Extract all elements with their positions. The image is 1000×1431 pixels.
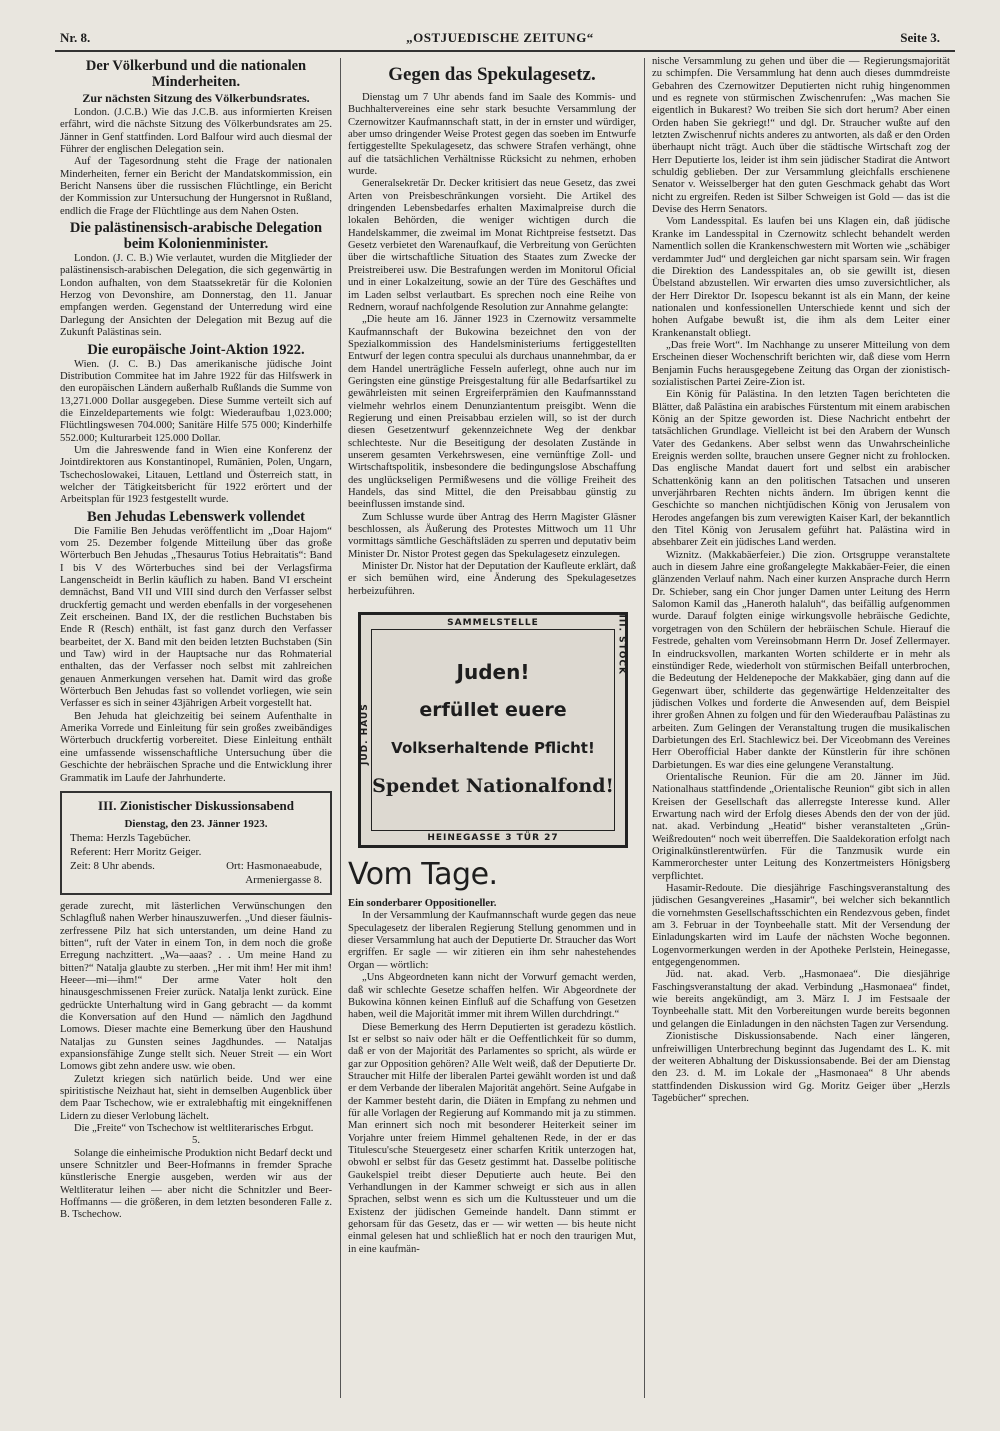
- headline-voelkerbund: Der Völkerbund und die nationalen Minderheiten.: [85, 58, 307, 90]
- column-rule: [340, 58, 341, 1398]
- masthead: [38, 28, 962, 50]
- ad-line-4: Spendet Nationalfond!: [372, 775, 614, 798]
- article-paragraph: Um die Jahreswende fand in Wien eine Konferenz der Jointdirektoren aus Konstantinopel, Rumänien, Polen, Ungarn, Tschechoslowakei, Litauen, Lettland und Österreich statt, in welcher der Tätigkeitsbericht für 1922 erörtert und der Arbeitsplan für 1923 festgestellt wurde.: [60, 444, 332, 506]
- article-paragraph: Die Familie Ben Jehudas veröffentlicht im „Doar Hajom“ vom 25. Dezember folgende Mitteilung über das große Wörterbuch Ben Jehudas „Thesaurus Totius Hebraitatis“: Band I bis V des Wörterbuches sind bei der Verlagsfirma Langenscheidt in Berlin käuflich zu haben. Band VI erscheint demnächst, Band VII und VIII sind durch den Verfasser selbst druckfertig gemacht und werden ebenfalls in der vorgesehenen Zeit erscheinen. Band IX, der die restlichen Buchstaben bis Ende R (Resch) enthält, ist fast ganz durch den Verfasser bearbeitet, der X. Band mit den beiden letzten Buchstaben (Sin und Taw) wird in der Hauptsache nur das Rohmaterial enthalten, das der Verfasser noch selbst mit zahlreichen genauen Anmerkungen versehen hat. Damit wird das große Wörterbuch Ben Jehudas fast so vollendet vorliegen, wie sein Verfasser es sich in seiner 43jährigen Arbeit vorgestellt hat.: [60, 525, 332, 710]
- article-paragraph: Hasamir-Redoute. Die diesjährige Faschingsveranstaltung des jüdischen Gesangvereines „Hasamir“, bei welcher sich bekanntlich die vornehmsten Gesellschaftsschichten ein Rendezvous geben, findet am 3. Februar in der Toynbeehalle statt. Mit der Versendung der Einladungskarten wird im Laufe der nächsten Woche begonnen. Logenvormerkungen werden in der Apotheke Perlstein, Heinegasse, entgegengenommen.: [652, 883, 950, 969]
- ad-line-2: erfüllet euere: [419, 699, 567, 722]
- section-number: 5.: [192, 1135, 200, 1147]
- article-paragraph: Die „Freite“ von Tschechow ist weltliterarisches Erbgut.: [74, 1123, 314, 1135]
- article-paragraph: In der Versammlung der Kaufmannschaft wurde gegen das neue Speculagesetz der liberalen Regierung Stellung genommen und in dieser Versammlung hat auch der Deputierte Dr. Straucher das Wort ergriffen. Er sagle — wir zitieren ein ihm sehr nahestehendes Organ — wörtlich:: [348, 910, 636, 971]
- ad-bottom-label: HEINEGASSE 3 TÜR 27: [427, 832, 559, 843]
- ad-top-label: SAMMELSTELLE: [447, 618, 539, 629]
- headline-joint-aktion: Die europäische Joint-Aktion 1922.: [87, 341, 305, 358]
- ad-line-3: Volkserhaltende Pflicht!: [391, 739, 595, 758]
- article-paragraph: nische Versammlung zu gehen und über die — Regierungsmajorität zu schimpfen. Die Versammlung hat denn auch dieses dummdreiste Gebahren des Czernowitzer Deputierten nicht ruhig hingenommen und es regnete von stürmischen Zwischenrufen: „Was machen Sie eigentlich in Bukarest? Wo treiben Sie sich dort herum? Aber einen Orden haben Sie gekriegt!“ und dgl. Dr. Straucher wußte auf den letzten Zwischenruf nichts anderes zu antworten, als daß er den Orden überhaupt nicht trägt. Auch über die städtische Wirtschaft zog der Herr Deputierte los, leider ist ihm sein jüdischer Stadirat die Antwort schuldig geblieben. Der zur Versammlung gleichfalls erschienene Senator v. Weisselberger hat den guten Geschmack gehabt das Wort nicht zu ergreifen. Reden ist Silber Schweigen ist Gold — das ist die Devise des Herrn Senators.: [652, 56, 950, 216]
- article-paragraph: „Das freie Wort“. Im Nachhange zu unserer Mitteilung von dem Erscheinen dieser Wochenschrift berichten wir, daß diese vom Herrn Benjamin Fuchs herausgegebene Zeitung das Organ der zionistisch-sozialistischen Partei Zeire-Zion ist.: [652, 339, 950, 388]
- article-paragraph: Ein König für Palästina. In den letzten Tagen berichteten die Blätter, daß Palästina ein arabisches Fürstentum mit einem arabischen König an der Spitze geworden ist. Diese Nachricht entbehrt der tatsächlichen Grundlage. Vielleicht ist bei den Arabern der Wunsch Vater des Gedankens. Aber selbst wenn das Unwahrscheinliche Ereignis werden sollte, brauchen unsere Gegner nicht zu frohlocken. Das englische Mandat dauert fort und selbst ein arabischer Schattenkönig kann an den politischen Tatsachen und unseren unverjährbaren Rechten nichts ändern. Im übrigen kennt die Geschichte so manchen nichtjüdischen König von Jerusalem von Herodes angefangen bis zum verewigten Kaiser Karl, der bekanntlich den Titel König von Jerusalem geführt hat. Palästina wird in absehbarer Zeit ein jüdisches Land werden.: [652, 389, 950, 549]
- article-paragraph: „Die heute am 16. Jänner 1923 in Czernowitz versammelte Kaufmannschaft der Bukowina bezeichnet den von der Spezialkommission des Handelsministeriums fertiggestellten Entwurf der legen contra specului als durchaus unannehmbar, da er dem Handel unerträgliche Fesseln auferlegt, ohne auch nur im Geringsten eine günstige Preisgestaltung für alle Bedarfsartikel zu gewährleisten mit seinen Ergreiferprämien den Kaufmannsstand vielmehr wehrlos einem Denunziantentum preisgibt. Wenn die Regierung und einen Preisabbau erzielen will, so ist der durch diesen Gesetzentwurf gekennzeichnete Weg der denkbar schlechteste. Nur die Beseitigung der desolaten Zustände in unserem gesamten Verkehrswesen, eine vernünftige Zoll- und Wirtschaftspolitik, insbesondere die bedingungslose Abschaffung des unglückseligen Permißwesens und die völlige Freiheit des Handels, das sind Mittel, die den Preisabbau günstig zu beeinflussen imstande sind.: [348, 314, 636, 511]
- article-paragraph: Zionistische Diskussionsabende. Nach einer längeren, unfreiwilligen Unterbrechung beginnt das Jugendamt des L. K. mit der weiteren Abhaltung der Diskussionsabende. Bei der am Dienstag den 23. d. M. im Lokale der „Hasmonaea“ 8 Uhr abends stattfindenden Diskussion wird Gg. Moritz Geiger über „Herzls Tagebücher“ sprechen.: [652, 1031, 950, 1104]
- section-heading-vom-tage: Vom Tage.: [348, 857, 498, 893]
- announcement-place: Ort: Hasmonaeabude, Armeniergasse 8.: [226, 859, 322, 886]
- article-paragraph: gerade zurecht, mit lästerlichen Verwünschungen den Schlagfluß nahen Werber hinauszuwerfen. „Und dieser fäulnis-zerfressene Pilz hat sich unterstanden, um deine Hand zu bitten“, ruft der Vater in einem Ton, in dem noch die große Erregung nachzittert. „Wa—aaas? . . Um meine Hand zu bitten?“ Natalja glaubte zu sterben. „Her mit ihm! Her mit ihm! Heeer—mi—ihm!“ Der arme Vater holt den hinausgeschmissenen Freier zurück. Natalja lenkt zurück. Eine gedrückte Unterhaltung wird in Gang gebracht — da kommt die Konversation auf den Hund — nämlich den Jagdhund Lomows. Dieser machte eine Bemerkung über den Haushund Nataljas zu Gunsten seines Jagdhundes. — Nataljas expansionsfähige Zunge stellt sich. Neuer Streit — ein Wort Lomows gibt zehn andere usw. wie oben.: [60, 900, 332, 1073]
- article-paragraph: Minister Dr. Nistor hat der Deputation der Kaufleute erklärt, daß er sich bemühen wird, eine Änderung des Spekulagesetzes herbeizuführen.: [348, 561, 636, 597]
- article-paragraph: London. (J. C. B.) Wie verlautet, wurden die Mitglieder der palästinensisch-arabischen Delegation, die sich gegenwärtig in London aufhalten, von dem Staatssekretär für die Kolonien Herzog von Devonshire, am Donnerstag, den 11. Januar empfangen werden. Gegenstand der Unterredung wird eine Darlegung der Ansichten der Delegation mit Bezug auf die Zukunft Palästinas sein.: [60, 253, 332, 339]
- issue-number: Nr. 8.: [60, 30, 91, 45]
- article-paragraph: Orientalische Reunion. Für die am 20. Jänner im Jüd. Nationalhaus stattfindende „Orientalische Reunion“ gibt sich in allen Kreisen der Gesellschaft das allerregste Interesse kund. Aller Erwartung nach wird der Erfolg dieses Abends den der von der jüd. nat. akad. Verbindung „Heatid“ bisher veranstalteten „Grün-Weißredouten“ noch weit überreffen. Die Saaldekoration erfolgt nach Originalkünstlerentwürfen. Für die Tanzmusik wurde ein Kammerorchester unter Leitung des Konzertmeisters Hönigsberg verpflichtet.: [652, 771, 950, 882]
- announcement-referent: Referent: Herr Moritz Geiger.: [70, 845, 202, 858]
- column-right: [652, 56, 950, 1396]
- subheadline-voelkerbund: Zur nächsten Sitzung des Völkerbundsrates.: [82, 91, 310, 105]
- column-rule: [644, 58, 645, 1398]
- ad-inner-frame: [371, 629, 615, 831]
- article-paragraph: „Uns Abgeordneten kann nicht der Vorwurf gemacht werden, daß wir schlechte Gesetze schaffen helfen. Wir Abgeordnete der Bukowina können keinen Einfluß auf die Schaffung von Gesetzen haben, weil die Majorität immer mit ihrem Willen durchdringt.“: [348, 972, 636, 1021]
- article-paragraph: Auf der Tagesordnung steht die Frage der nationalen Minderheiten, ferner ein Bericht der Mandatskommission, ein Bericht Nansens über die russischen Flüchtlinge, ein Bericht der Kommission zur Untersuchung der Hungersnot in Rußland, endlich die Frage der Flüchtlinge aus dem Nahen Osten.: [60, 156, 332, 217]
- announcement-details: [70, 859, 322, 887]
- announcement-date: Dienstag, den 23. Jänner 1923.: [124, 817, 268, 830]
- column-middle: [348, 56, 636, 1396]
- newspaper-title: „OSTJUEDISCHE ZEITUNG“: [406, 30, 594, 45]
- ad-right-label: III. STOCK: [616, 614, 626, 676]
- header-rule: [55, 50, 955, 52]
- article-paragraph: Wien. (J. C. B.) Das amerikanische jüdische Joint Distribution Commitee hat im Jahre 1922 für das Hilfswerk in den europäischen Ländern außerhalb Rußlands die Summe von 13,271.000 Dollar ausgegeben. Diese Summe verteilt sich auf die Einzeldepartements wie folgt: Wiederaufbau 1,023.000; Flüchtlingswesen 704.000; Sanitäre Hilfe 575 000; Kinderhilfe 552.000; Kulturarbeit 125.000 Dollar.: [60, 358, 332, 444]
- column-left: [60, 56, 332, 1396]
- headline-ben-jehuda: Ben Jehudas Lebenswerk vollendet: [87, 508, 305, 525]
- headline-oppositioneller: Ein sonderbarer Oppositioneller.: [348, 898, 497, 910]
- nationalfond-advertisement: [358, 612, 628, 848]
- article-paragraph: Solange die einheimische Produktion nicht Bedarf deckt und unsere Schnitzler und Beer-Hofmanns in fremder Sprache künstlerische Energie ausgeben, werden wir aus der Weltliteratur leihen — aber nicht die Schnitzler und Beer-Hoffmanns — die größeren, in dem letzten besonderen Falle z. B. Tschechow.: [60, 1147, 332, 1221]
- article-paragraph: London. (J.C.B.) Wie das J.C.B. aus informierten Kreisen erfährt, wird die nächste Sitzung des Völkerbundsrates am 25. Jänner in Genf stattfinden. Lord Balfour wird auch diesmal der Führer der englischen Delegation sein.: [60, 107, 332, 156]
- article-paragraph: Ben Jehuda hat gleichzeitig bei seinem Aufenthalte in Amerika Vorrede und Einleitung für sein großes zweibändiges Wörterbuch druckfertig vorbereitet. Diese Einleitung enthält eine umfassende wissenschaftliche Untersuchung über die Geschichte der hebräischen Sprache und die Entwicklung ihrer Grammatik im Laufe der Jahrhunderte.: [60, 710, 332, 784]
- announcement-title: III. Zionistischer Diskussionsabend: [98, 797, 294, 813]
- announcement-box: [60, 791, 332, 895]
- article-paragraph: Generalsekretär Dr. Decker kritisiert das neue Gesetz, das zwei Arten von Preisbeschränkungen vorsieht. Die Artikel des dringenden Lebensbedarfes erhalten Maximalpreise durch die lokalen Behörden, die weniger wichtigen durch die Handelskammer, die zweimal im Monat Richtpreise festsetzt. Das Gesetz verbietet den Warenaufkauf, die Verbreitung von Gerüchten über die wirtschaftliche Situation des Staates zum Zwecke der Preistreiberei usw. Die Bestrafungen werden im Monitorul Oficial und in einer Lokalzeitung, sowie an der Türe des Geschäftes und im Laden selbst verlautbart. Es sprechen noch eine Reihe von Rednern, worauf nachfolgende Resolution zur Annahme gelangte:: [348, 178, 636, 313]
- page-number: Seite 3.: [900, 30, 940, 45]
- article-paragraph: Wiznitz. (Makkabäerfeier.) Die zion. Ortsgruppe veranstaltete auch in diesem Jahre eine großangelegte Makkabäer-Feier, die einen glänzenden Verlauf nahm. Nach einer kurzen Ansprache durch Herrn Dr. Schieber, sang ein Chor junger Damen unter Leitung des Herrn Salomon Kamil das „Haneroth halaluh“, das beifällig aufgenommen wurde. Darauf folgten einige wirkungsvolle hebräische Gedichte, vorgetragen von den Schülern der hebräischen Schule. Hierauf die Festrede, gehalten vom Vereinsobmann Herrn Dr. Josef Zellermayer. In eindrucksvollen, markanten Worten schilderte er in mehr als einstündiger Rede, wiederholt von stürmischen Beifall unterbrochen, die Bedeutung der Heldenepoche der Makkabäer, ging dann auf die Gegenwart über, schilderte das gegenwärtige Heldenzeitalter des jüdischen Volkes und forderte die Anwesenden auf, dem Beispiel ihrer großen Ahnen zu folgen und für den Wiederaufbau Palästinas zu arbeiten. Zum Gelingen der Veranstaltung trugen die musikalischen Darbietungen des Erl. Stachlewicz bei. Der Viceobmann des Vereines Herr Oberofficial Haber dankte der Künstlerin für ihre schönen Darbietungen. Es war dies eine gelungene Veranstaltung.: [652, 549, 950, 771]
- article-paragraph: Zum Schlusse wurde über Antrag des Herrn Magister Gläsner beschlossen, als Äußerung des Protestes Mittwoch um 11 Uhr vormittags sämtliche Geschäftsläden zu sperren und deputativ beim Minister Dr. Nistor Protest gegen das Spekulagesetz einzulegen.: [348, 511, 636, 560]
- headline-spekulagesetz: Gegen das Spekulagesetz.: [388, 64, 596, 85]
- ad-line-1: Juden!: [456, 660, 530, 685]
- announcement-theme: Thema: Herzls Tagebücher.: [70, 831, 191, 844]
- announcement-time: Zeit: 8 Uhr abends.: [70, 859, 155, 872]
- article-paragraph: Vom Landesspital. Es laufen bei uns Klagen ein, daß jüdische Kranke im Landesspital in Czernowitz schlecht behandelt werden Namentlich sollen die Krankenschwestern mit Worten wie „schäbiger verdammter Jud“ und dergleichen gar nicht sparsam sein. Wir fragen die Direktion des Landesspitales an, ob sie gewillt ist, diesen Übelstand abzustellen. Wir erwarten dies umso zuversichtlicher, als der Herr Direktor Dr. Isopescu bekannt ist als ein Mann, der keine nationalen und konfessionellen Unterschiede kennt und sich der hohen Aufgabe bewußt ist, die ihm als dem Leiter einer Krankenanstalt obliegt.: [652, 216, 950, 339]
- article-paragraph: Dienstag um 7 Uhr abends fand im Saale des Kommis- und Buchhaltervereines eine sehr stark besuchte Versammlung der Czernowitzer Kaufmannschaft statt, in der in ernster und würdiger, aber umso dringender Weise Protest gegen das soeben im Entwurfe fertiggestellte Spekulagesetz, das schwere Strafen verhängt, ohne auf die tatsächlichen Verhältnisse Rücksicht zu nehmen, erhoben wurde.: [348, 92, 636, 178]
- headline-delegation: Die palästinensisch-arabische Delegation beim Kolonienminister.: [69, 220, 323, 253]
- article-paragraph: Zuletzt kriegen sich natürlich beide. Und wer eine spiritistische Neizhaut hat, sieht in demselben Augenblick über dem Paar Tschechow, wie er extralebhaftig mit eingekniffenen Lidern zu dieser Verlobung lächelt.: [60, 1073, 332, 1122]
- ad-left-label: JÜD. HAUS: [360, 703, 370, 766]
- article-paragraph: Jüd. nat. akad. Verb. „Hasmonaea“. Die diesjährige Faschingsveranstaltung der akad. Verbindung „Hasmonaea“ findet, wie bereits angekündigt, am 3. März I. J im Festsaale der Toynbeehalle statt. Mit den Vorbereitungen wurde bereits begonnen und gelangen die Einladungen in den nächsten Tagen zur Versendung.: [652, 969, 950, 1030]
- article-paragraph: Diese Bemerkung des Herrn Deputierten ist geradezu köstlich. Ist er selbst so naiv oder hält er die Oeffentlichkeit für so dumm, daß er von der Majorität des Parlamentes so spricht, als würde er gar zur Opposition gehören? Alle Welt weiß, daß der Deputierte Dr. Straucher mit Hilfe der liberalen Partei gewählt worden ist und daß er dem Verbande der liberalen Majorität angehört. Seine Aufgabe in der Kammer besteht darin, die Diäten in Empfang zu nehmen und für alle Vorlagen der Regierung auf Kommando mit ja zu stimmen. Man erinnert sich noch mit besonderer Heiterkeit seiner im Vorjahre unter freiem Himmel gehaltenen Rede, in der er das Titulescu'sche Steuergesetz einer scharfen Kritik unterzogen hat, obwohl er selbst für das Gesetz gestimmt hat. Dasselbe politische Gaukelspiel treibt dieser Deputierte auch heute. Bei den Verhandlungen in der Kammer schweigt er sich aus in allen Sprachen, selbst wenn es sich um die Kultussteuer und um die Existenz der jüdischen Gemeinde handelt. Dann stimmt er gehorsam für das Gesetz, das er — wir wetten — bis heute nicht einmal gelesen hat und schließlich hat er noch den traurigen Mut, in eine kaufmän-: [348, 1021, 636, 1255]
